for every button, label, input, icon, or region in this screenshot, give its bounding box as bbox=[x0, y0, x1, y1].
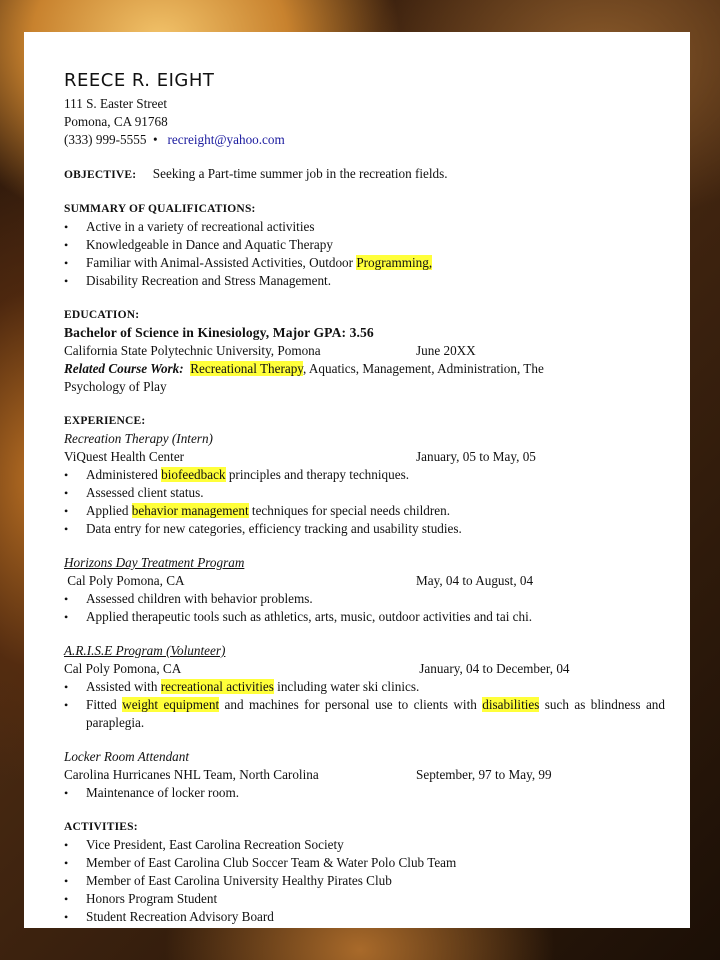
highlighted-text: biofeedback bbox=[161, 467, 226, 482]
bullet-separator: • bbox=[153, 132, 158, 147]
job-title: Recreation Therapy (Intern) bbox=[64, 431, 213, 446]
item-text: Applied bbox=[86, 503, 132, 518]
objective-heading: OBJECTIVE: bbox=[64, 169, 137, 181]
summary-list bbox=[64, 218, 665, 290]
job-org: ViQuest Health Center bbox=[64, 449, 185, 464]
list-item bbox=[86, 254, 665, 272]
job-title: Locker Room Attendant bbox=[64, 749, 190, 764]
street-address: 111 S. Easter Street bbox=[64, 96, 168, 111]
item-text: techniques for special needs children. bbox=[248, 503, 451, 518]
highlighted-text: disabilities bbox=[482, 697, 540, 712]
job-org-row bbox=[64, 448, 665, 466]
school-row bbox=[64, 342, 665, 360]
job-date: January, 05 to May, 05 bbox=[416, 449, 536, 464]
highlighted-text: behavior management bbox=[131, 503, 249, 518]
highlighted-text: recreational activities bbox=[160, 679, 274, 694]
activities-list bbox=[64, 836, 665, 926]
list-item bbox=[86, 502, 665, 520]
list-item bbox=[86, 696, 665, 732]
contact-line bbox=[64, 131, 665, 149]
item-text: Fitted bbox=[86, 697, 123, 712]
resume-page bbox=[24, 32, 690, 928]
job-date: September, 97 to May, 99 bbox=[416, 767, 552, 782]
item-text: such as blindness and paraplegia. bbox=[86, 697, 665, 730]
job-date: May, 04 to August, 04 bbox=[416, 573, 534, 588]
job-duties bbox=[64, 784, 665, 802]
list-item: • Assessed client status. bbox=[86, 484, 665, 502]
objective-text: Seeking a Part-time summer job in the recreation fields. bbox=[152, 166, 448, 181]
summary-heading: SUMMARY OF QUALIFICATIONS: bbox=[64, 203, 256, 215]
job-duties bbox=[64, 466, 665, 538]
list-item: • Student Recreation Advisory Board bbox=[86, 908, 665, 926]
list-item bbox=[86, 678, 665, 696]
highlighted-text: Programming, bbox=[356, 255, 433, 270]
phone-number: (333) 999-5555 bbox=[64, 132, 147, 147]
list-item: • Honors Program Student bbox=[86, 890, 665, 908]
highlighted-text: Recreational Therapy bbox=[190, 361, 304, 376]
job-org: Carolina Hurricanes NHL Team, North Carolina bbox=[64, 767, 319, 782]
graduation-date: June 20XX bbox=[416, 343, 476, 358]
job-org-row bbox=[64, 572, 665, 590]
city-address: Pomona, CA 91768 bbox=[64, 114, 168, 129]
highlighted-text: weight equipment bbox=[122, 697, 220, 712]
item-text: Assisted with bbox=[86, 679, 161, 694]
job-duties bbox=[64, 678, 665, 732]
list-item: • Member of East Carolina Club Soccer Team & Water Polo Club Team bbox=[86, 854, 665, 872]
list-item: • Member of East Carolina University Healthy Pirates Club bbox=[86, 872, 665, 890]
coursework-text: Psychology of Play bbox=[64, 379, 167, 394]
job-title: Horizons Day Treatment Program bbox=[64, 555, 245, 570]
list-item: • Maintenance of locker room. bbox=[86, 784, 665, 802]
list-item: • Vice President, East Carolina Recreation Society bbox=[86, 836, 665, 854]
degree-title: Bachelor of Science in Kinesiology, Major GPA: 3.56 bbox=[64, 325, 374, 340]
job-title: A.R.I.S.E Program (Volunteer) bbox=[64, 643, 226, 658]
list-item: • Disability Recreation and Stress Management. bbox=[86, 272, 665, 290]
list-item: • Knowledgeable in Dance and Aquatic Therapy bbox=[86, 236, 665, 254]
item-text: and machines for personal use to clients with bbox=[219, 697, 483, 712]
activities-heading: ACTIVITIES: bbox=[64, 821, 138, 833]
job-org-row bbox=[64, 660, 665, 678]
email-link[interactable]: recreight@yahoo.com bbox=[167, 132, 285, 147]
item-text: including water ski clinics. bbox=[273, 679, 420, 694]
job-org-row bbox=[64, 766, 665, 784]
item-text: Administered bbox=[86, 467, 162, 482]
job-org: Cal Poly Pomona, CA bbox=[64, 661, 182, 676]
list-item: • Data entry for new categories, efficiency tracking and usability studies. bbox=[86, 520, 665, 538]
job-duties bbox=[64, 590, 665, 626]
list-item bbox=[86, 466, 665, 484]
school-name: California State Polytechnic University, Pomona bbox=[64, 343, 321, 358]
list-item: • Active in a variety of recreational activities bbox=[86, 218, 665, 236]
coursework-text: , Aquatics, Management, Administration, The bbox=[303, 361, 544, 376]
job-date: January, 04 to December, 04 bbox=[416, 661, 570, 676]
coursework-label: Related Course Work: bbox=[64, 361, 184, 376]
objective-section bbox=[64, 165, 665, 184]
candidate-name: REECE R. EIGHT bbox=[64, 70, 215, 91]
education-heading: EDUCATION: bbox=[64, 309, 140, 321]
coursework bbox=[64, 360, 665, 396]
job-org: Cal Poly Pomona, CA bbox=[64, 573, 185, 588]
item-text: Familiar with Animal-Assisted Activities, Outdoor bbox=[86, 255, 357, 270]
item-text: principles and therapy techniques. bbox=[225, 467, 409, 482]
list-item: • Applied therapeutic tools such as athletics, arts, music, outdoor activities and tai chi. bbox=[86, 608, 665, 626]
list-item: • Assessed children with behavior problems. bbox=[86, 590, 665, 608]
experience-heading: EXPERIENCE: bbox=[64, 415, 146, 427]
